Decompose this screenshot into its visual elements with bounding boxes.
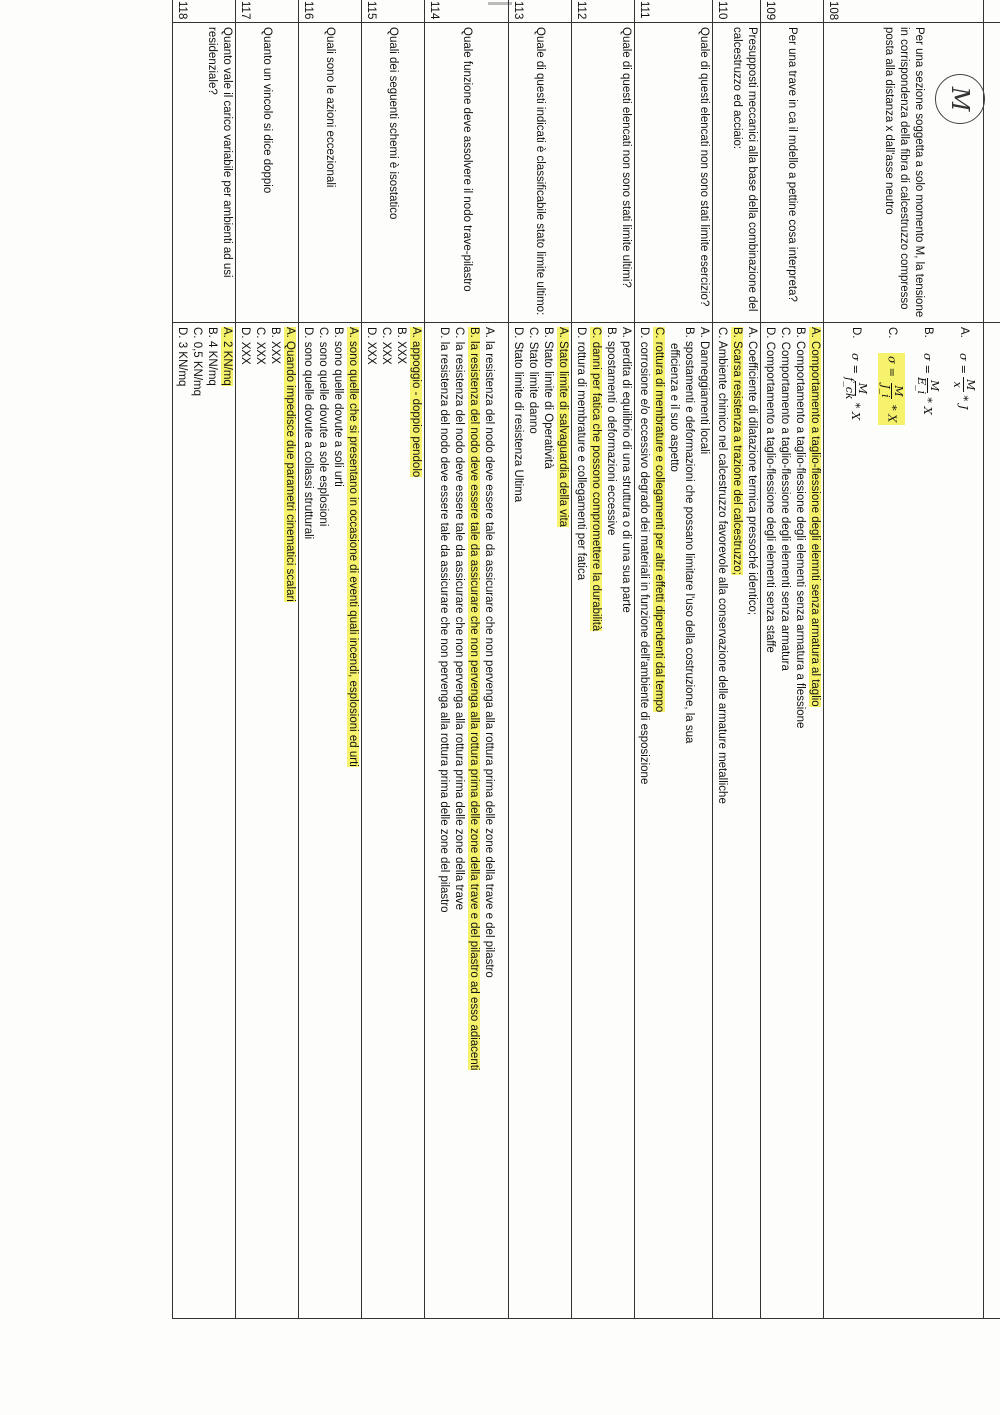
answer-option-a: A. la resistenza del nodo deve essere tale da assicurare che non pervenga alla rottura prima delle zone della trave e del pilastro bbox=[483, 327, 496, 978]
fraction: M x bbox=[951, 379, 978, 391]
question-text: Quale funzione deve assolvere il nodo trave-pilastro bbox=[425, 23, 509, 323]
answer-option-a: A. Quando impedisce due parametri cinematici scalari bbox=[284, 327, 296, 602]
question-number: 116 bbox=[299, 0, 362, 23]
answer-option-d: D. 3 KN/mq bbox=[176, 327, 188, 387]
question-text: Quali sono le azioni eccezionali bbox=[299, 23, 362, 323]
answer-option-d: D. Comportamento a taglio-flessione degli elementi senza staffe bbox=[764, 327, 776, 653]
answer-option-b: B. 4 KN/mq bbox=[206, 327, 218, 386]
table-row bbox=[236, 0, 299, 1319]
question-number: 114 bbox=[425, 0, 509, 23]
answer-option-d: D. sono quelle dovute a collassi strutturali bbox=[302, 327, 314, 540]
answer-list bbox=[761, 323, 824, 1319]
answer-option-c: C. Comportamento a taglio-flessione degli elementi senza armatura bbox=[779, 327, 791, 671]
formula-option-d: D. σ = M f_ck * X bbox=[843, 327, 870, 421]
formula-option-b: B. σ = M E_i * X bbox=[915, 327, 942, 415]
answer-option-b: B. spostamenti e deformazioni che possano limitare l'uso della costruzione, la sua bbox=[683, 327, 695, 744]
formula-option-a: A. σ = M x * J bbox=[951, 327, 978, 410]
header-cell bbox=[984, 23, 1000, 323]
formula-answers bbox=[824, 323, 984, 1319]
table-row bbox=[362, 0, 425, 1319]
question-number: 111 bbox=[635, 0, 713, 23]
answer-list bbox=[509, 323, 572, 1319]
question-text: Quale di questi elencati non sono stati limite ultimi? bbox=[572, 23, 635, 323]
answer-option-c: C. XXX bbox=[380, 327, 392, 365]
question-number: 112 bbox=[572, 0, 635, 23]
question-text: Quanto un vincolo si dice doppio bbox=[236, 23, 299, 323]
answer-list bbox=[299, 323, 362, 1319]
table-header-row bbox=[984, 0, 1000, 1319]
highlighted-answer: σ = M J_i * X bbox=[879, 353, 906, 425]
answer-option-c: C. sono quelle dovute a sole esplosioni bbox=[317, 327, 329, 527]
question-number: 118 bbox=[173, 0, 236, 23]
quiz-table bbox=[172, 0, 1000, 1319]
header-cell bbox=[984, 0, 1000, 23]
table-row bbox=[572, 0, 635, 1319]
answer-option-c: C. la resistenza del nodo deve essere tale da assicurare che non pervenga alla rottura prima delle zone della trave bbox=[453, 327, 466, 911]
table-row bbox=[635, 0, 713, 1319]
answer-option-c: C. XXX bbox=[254, 327, 266, 365]
answer-option-c: C. Ambiente chimico nel calcestruzzo favorevole alla conservazione delle armature metalliche bbox=[716, 327, 728, 804]
answer-option-b: B. Scarsa resistenza a trazione del calcestruzzo; bbox=[731, 327, 743, 576]
fraction: M E_i bbox=[915, 377, 942, 395]
answer-list bbox=[236, 323, 299, 1319]
handwritten-page-mark: M bbox=[935, 74, 985, 124]
table-row bbox=[713, 0, 761, 1319]
answer-option-c: C. rottura di membrature e collegamenti per altri effetti dipendenti dal tempo bbox=[653, 327, 665, 713]
answer-option-c: C. danni per fatica che possono compromettere la durabilità bbox=[590, 327, 602, 632]
question-text: Per una trave in ca il mdello a pettine cosa interpreta? bbox=[761, 23, 824, 323]
question-text: Quale di questi elencati non sono stati limite esercizio? bbox=[635, 23, 713, 323]
question-number: 115 bbox=[362, 0, 425, 23]
question-text: Per una sezione soggetta a solo momento M, la tensione in corrispondenza della fibra di calcestruzzo compresso posta alla distanza x dall'asse neutro bbox=[824, 23, 984, 323]
answer-list bbox=[572, 323, 635, 1319]
answer-option-b: B. la resistenza del nodo deve essere tale da assicurare che non pervenga alla rottura prima delle zone della trave e del pilastro ad esso adiacenti bbox=[468, 327, 481, 1071]
answer-list bbox=[173, 323, 236, 1319]
question-number: 117 bbox=[236, 0, 299, 23]
answer-option-c: C. 0,5 KN/mq bbox=[191, 327, 203, 397]
answer-option-d: D. corrosione e/o eccessivo degrado dei materiali in funzione dell'ambiente di esposizione bbox=[638, 327, 650, 785]
table-row bbox=[173, 0, 236, 1319]
answer-option-b-cont: efficienza e il suo aspetto bbox=[668, 343, 680, 472]
answer-list bbox=[425, 323, 509, 1319]
question-text: Quanto vale il carico variabile per ambienti ad usi residenziale? bbox=[173, 23, 236, 323]
question-text: Quali dei seguenti schemi è isostatico bbox=[362, 23, 425, 323]
table-row bbox=[509, 0, 572, 1319]
answer-option-b: B. XXX bbox=[269, 327, 281, 365]
answer-option-a: A. perdita di equilibrio di una struttura o di una sua parte bbox=[620, 327, 632, 613]
answer-option-a: A. sono quelle che si presentano in occasione di eventi quali incendi, esplosioni ed urti bbox=[347, 327, 359, 767]
answer-option-b: B. spostamenti o deformazioni eccessive bbox=[605, 327, 617, 536]
question-number: 110 bbox=[713, 0, 761, 23]
answer-option-d: D. Stato limite di resistenza Ultima bbox=[512, 327, 524, 503]
answer-list bbox=[362, 323, 425, 1319]
table-row bbox=[824, 0, 984, 1319]
answer-option-b: B. Stato limite di Operatività bbox=[542, 327, 554, 469]
fraction: M f_ck bbox=[843, 377, 870, 400]
answer-option-a: A. appoggio - doppio pendolo bbox=[410, 327, 422, 478]
answer-option-b: B. Comportamento a taglio-flessione degli elementi senza armatura a flessione bbox=[794, 327, 806, 729]
formula-option-c: C. σ = M J_i * X bbox=[874, 327, 910, 1314]
answer-list bbox=[713, 323, 761, 1319]
question-number: 109 bbox=[761, 0, 824, 23]
answer-option-a: A. Stato limite di salvaguardia della vita bbox=[557, 327, 569, 528]
answer-option-c: C. Stato limite danno bbox=[527, 327, 539, 434]
answer-option-a: A. 2 KN/mq bbox=[221, 327, 233, 386]
answer-option-a: A. Coefficiente di dilatazione termica pressoché identico; bbox=[746, 327, 758, 616]
answer-option-d: D. rottura di membrature e collegamenti per fatica bbox=[575, 327, 587, 581]
question-text: Presupposti meccanici alla base della combinazione del calcestruzzo ed acciaio: bbox=[713, 23, 761, 323]
question-number: 113 bbox=[509, 0, 572, 23]
answer-option-b: B. sono quelle dovute a soli urti bbox=[332, 327, 344, 487]
table-row bbox=[425, 0, 509, 1319]
answer-list bbox=[635, 323, 713, 1319]
answer-option-a: A. Comportamento a taglio-flessione degli elemnti senza armatura al taglio bbox=[809, 327, 821, 707]
header-cell bbox=[984, 323, 1000, 1319]
answer-option-d: D. XXX bbox=[239, 327, 251, 365]
answer-option-b: B. XXX bbox=[395, 327, 407, 365]
answer-option-d: D. la resistenza del nodo deve essere tale da assicurare che non pervenga alla rottura prima delle zone del pilastro bbox=[438, 327, 451, 913]
answer-option-a: A. Danneggiamenti locali bbox=[698, 327, 710, 455]
table-row bbox=[761, 0, 824, 1319]
answer-option-d: D. XXX bbox=[365, 327, 377, 365]
table-row bbox=[299, 0, 362, 1319]
question-text: Quale di questi indicati è classificabile stato limite ultimo: bbox=[509, 23, 572, 323]
question-number: 108 bbox=[824, 0, 984, 23]
rotated-table-container bbox=[70, 0, 1000, 1318]
